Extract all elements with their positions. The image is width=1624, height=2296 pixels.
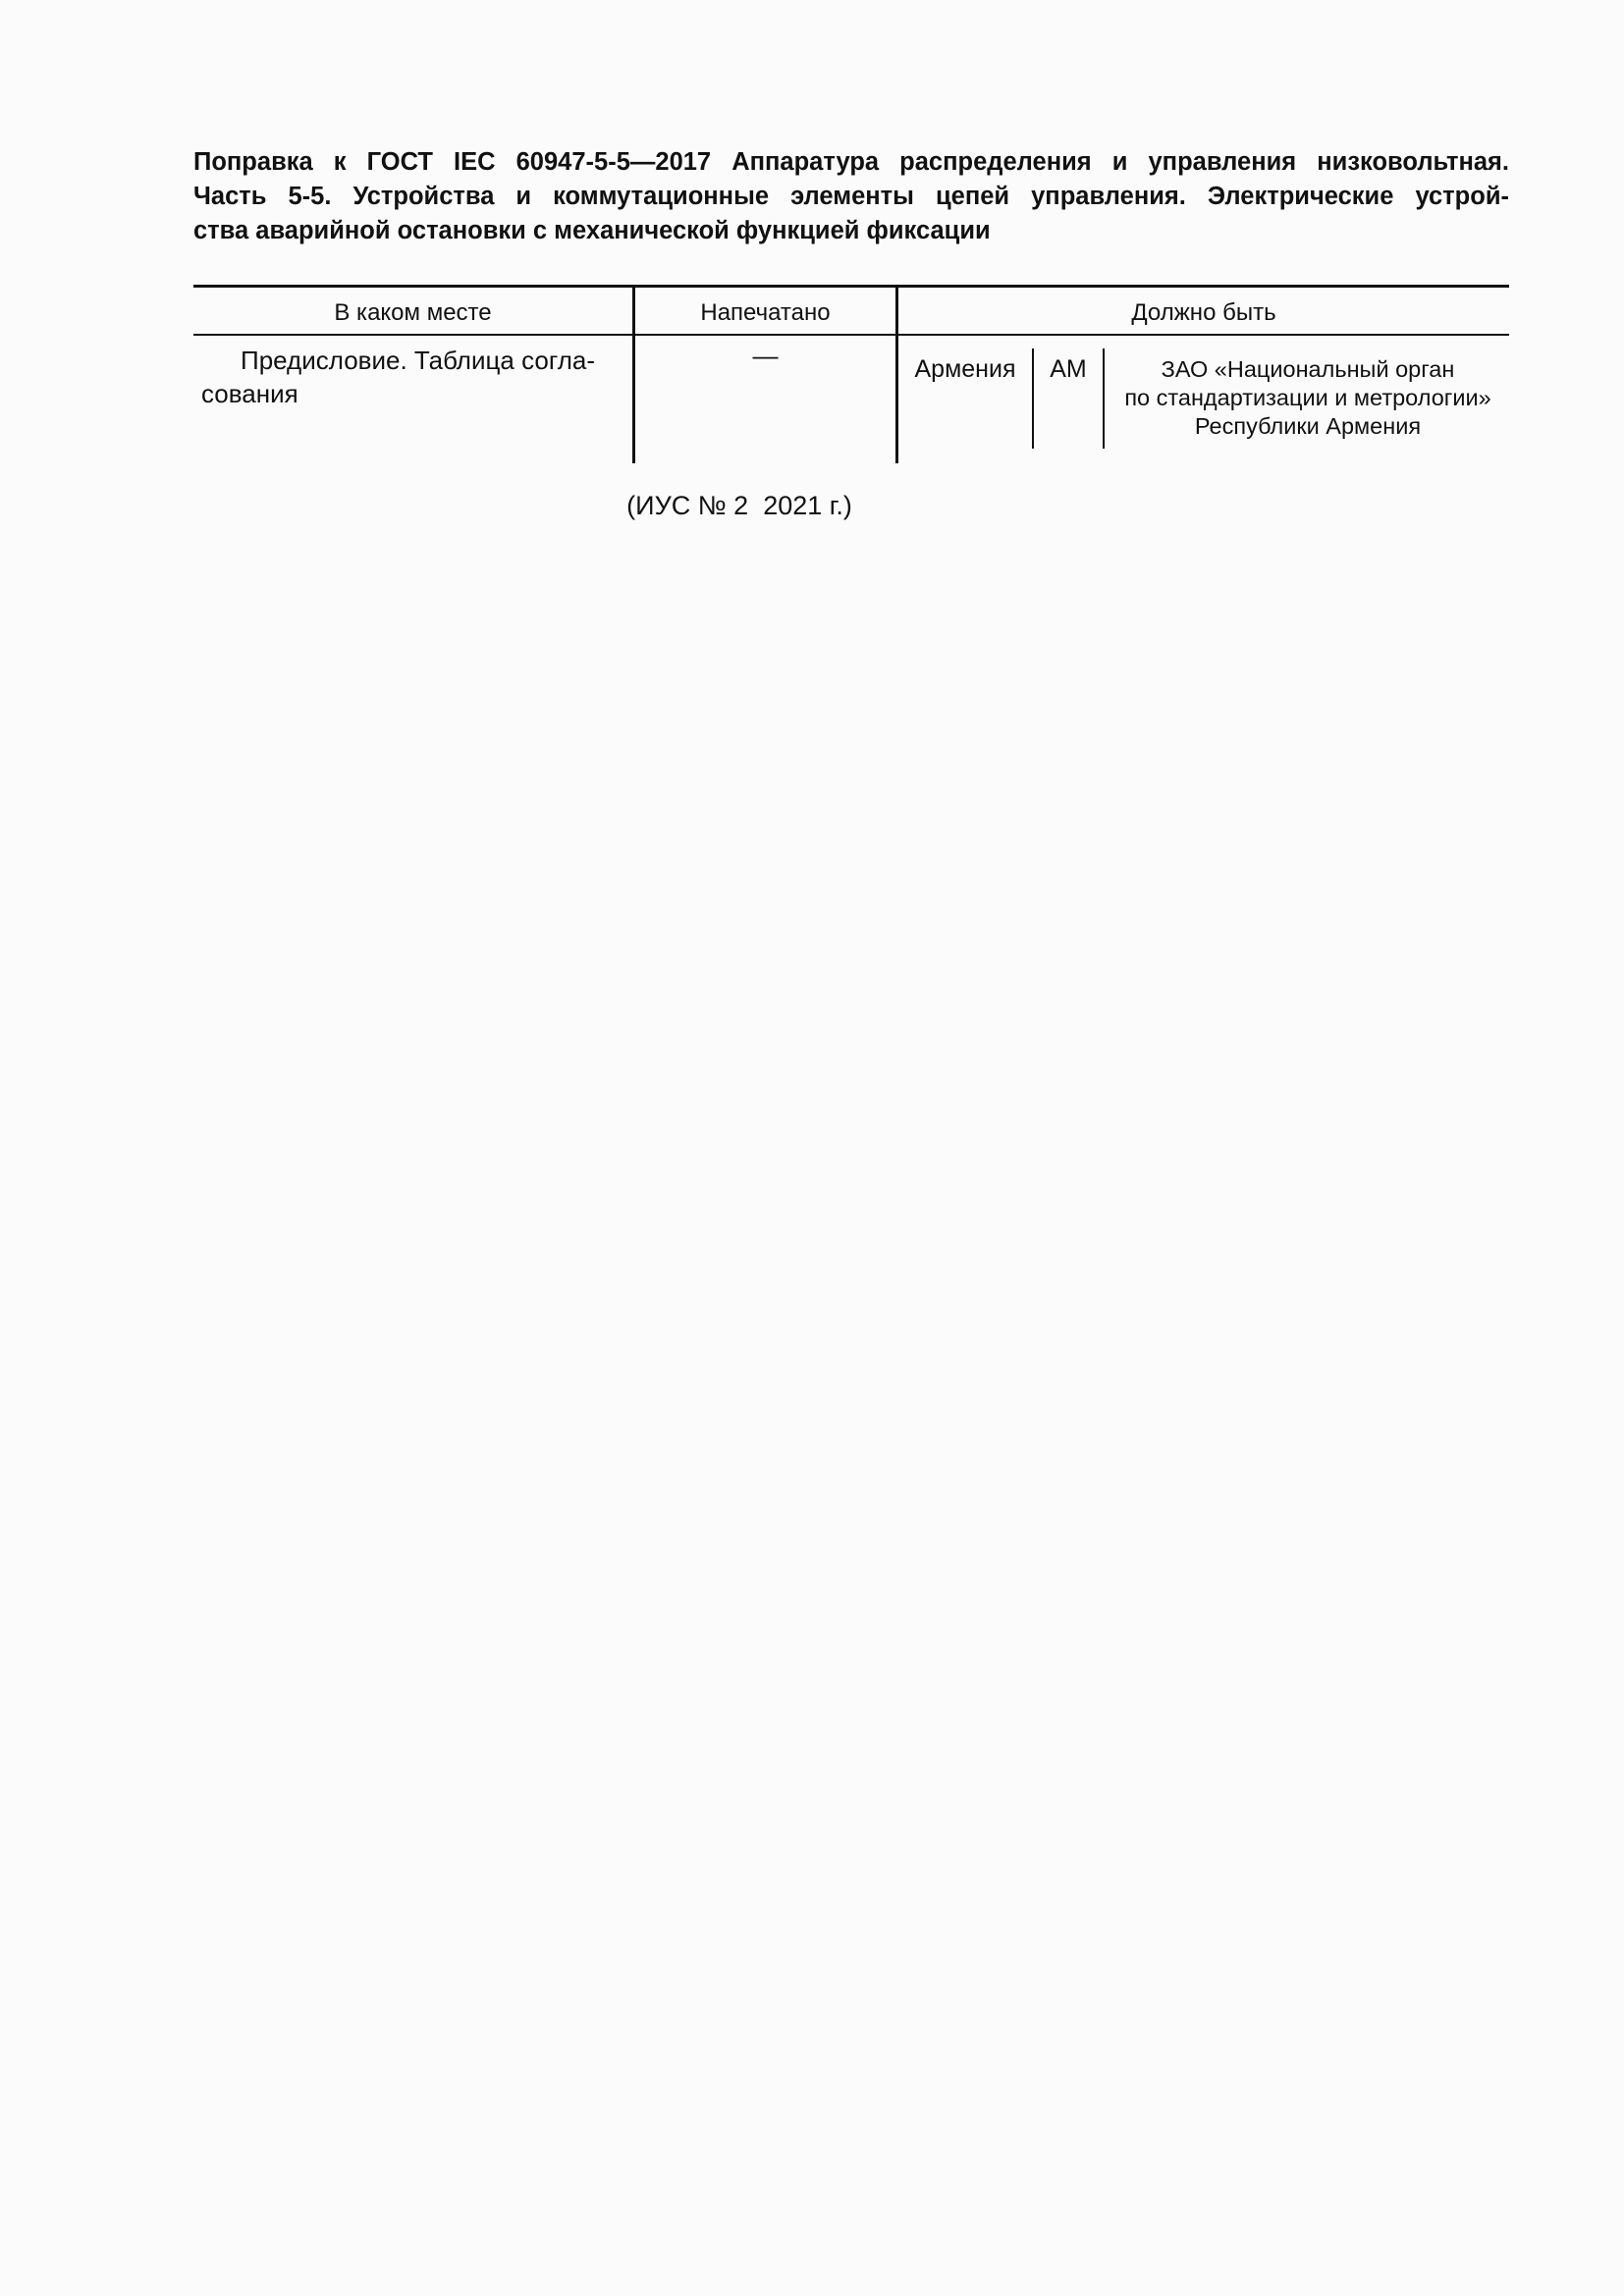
- document-title: [193, 145, 1509, 248]
- header-should-be: Должно быть: [1131, 299, 1276, 326]
- title-line-1: Поправка к ГОСТ IEC 60947-5-5—2017 Аппаратура распределения и управления низковольтная.: [193, 148, 1509, 176]
- standards-body-line-1: ЗАО «Национальный орган: [1161, 356, 1455, 382]
- table-top-rule: [193, 285, 1509, 288]
- header-printed: Напечатано: [700, 299, 831, 326]
- location-line-2: сования: [201, 379, 298, 408]
- cell-standards-body: [1107, 355, 1509, 441]
- table-header-rule: [193, 334, 1509, 336]
- cell-country: Армения: [914, 355, 1016, 383]
- subcolumn-divider-2: [1103, 348, 1105, 449]
- title-line-2: Часть 5-5. Устройства и коммутационные элементы цепей управления. Электрические устрой-: [193, 183, 1509, 210]
- cell-country-code: AM: [1050, 355, 1087, 383]
- location-line-1: Предисловие. Таблица согла-: [241, 346, 596, 375]
- cell-location: [201, 344, 623, 410]
- standards-body-line-3: Республики Армения: [1194, 413, 1422, 439]
- correction-table: [193, 285, 1509, 463]
- cell-printed: —: [752, 341, 779, 370]
- standards-body-line-2: по стандартизации и метрологии»: [1124, 385, 1491, 410]
- title-line-3: ства аварийной остановки с механической функцией фиксации: [193, 217, 991, 244]
- source-note: (ИУС № 2 2021 г.): [626, 491, 852, 520]
- header-location: В каком месте: [334, 299, 492, 326]
